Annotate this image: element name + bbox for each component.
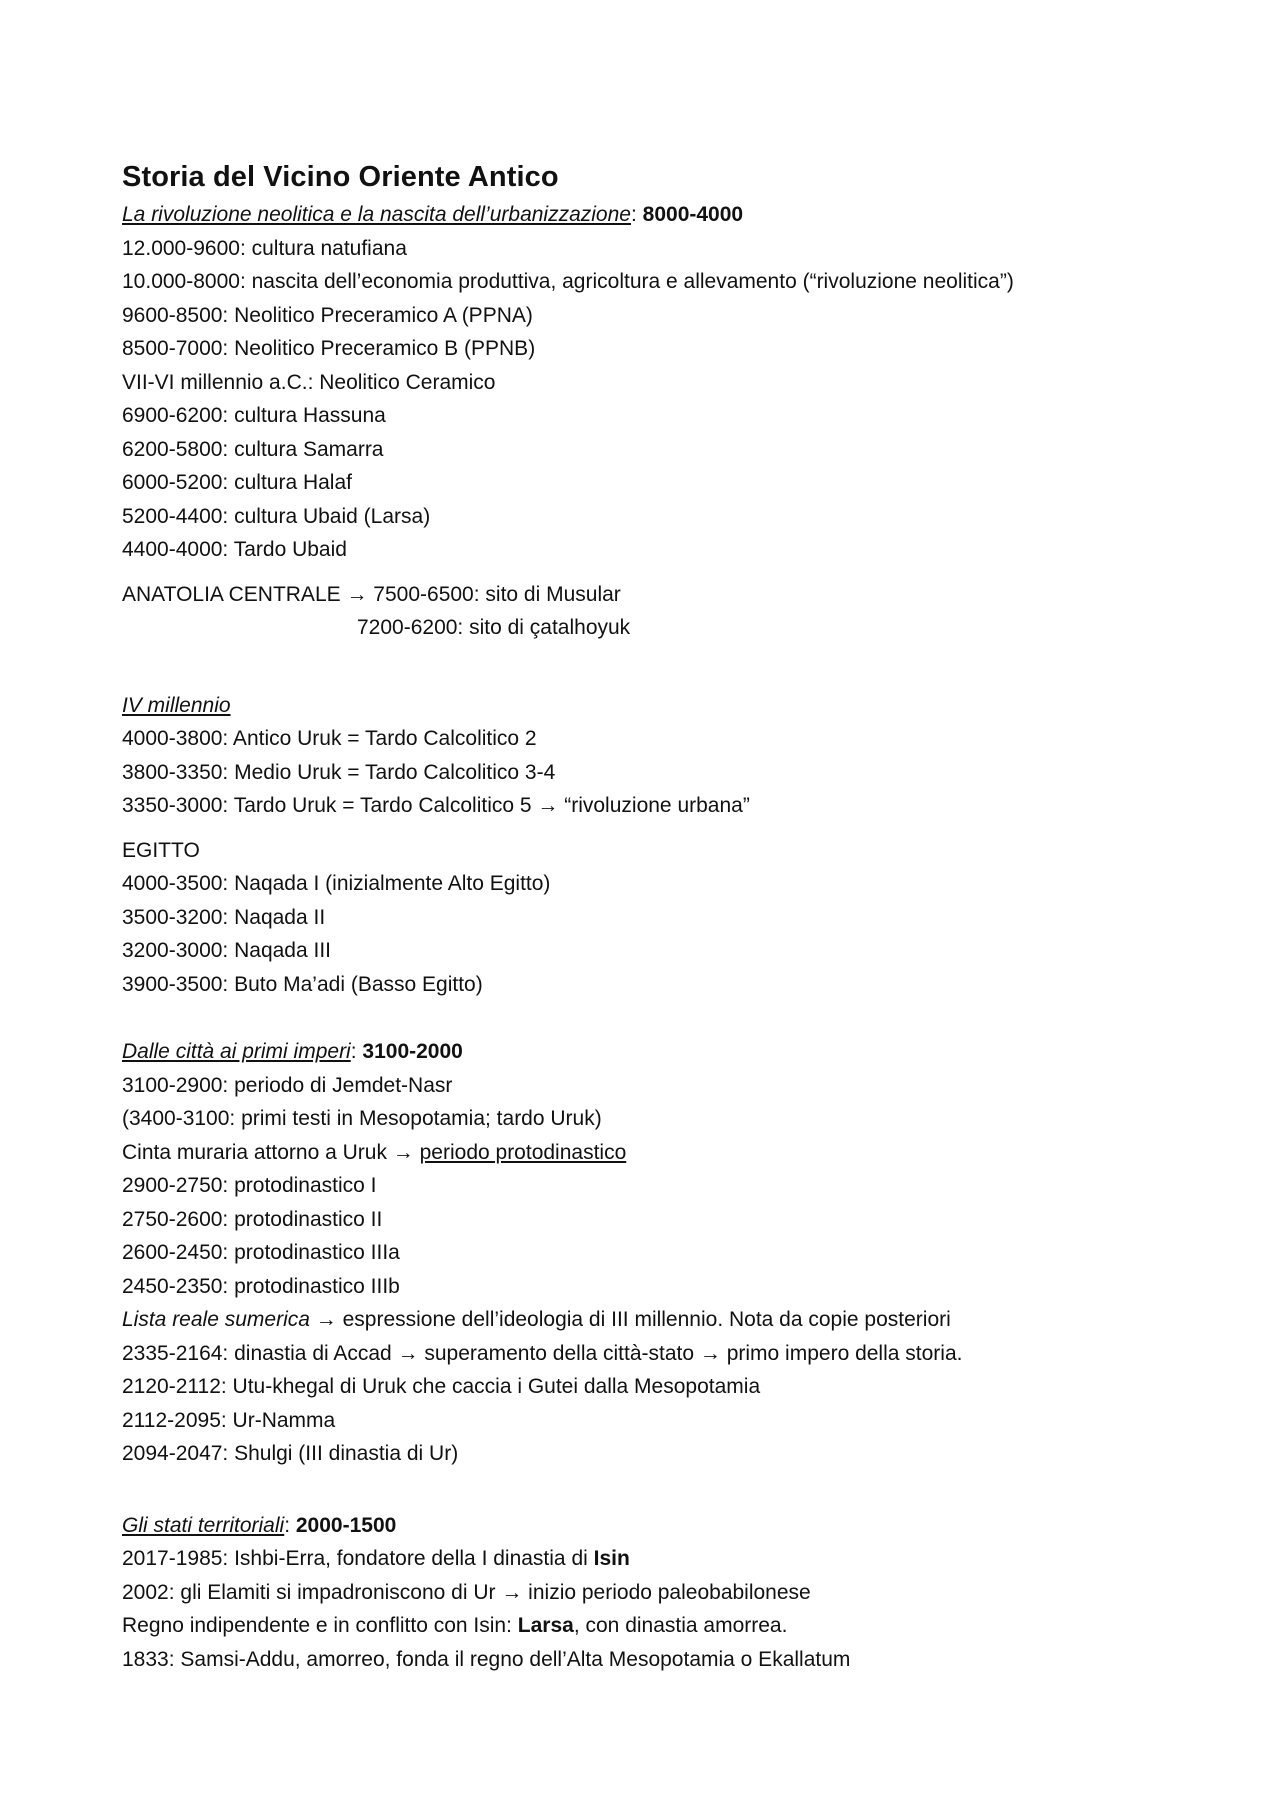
list-item-text: 2002: gli Elamiti si impadroniscono di Ur [122, 1580, 502, 1604]
list-item [122, 1337, 1162, 1371]
list-item [122, 1136, 1162, 1170]
anatolia-line [122, 578, 1162, 612]
list-item-text: “rivoluzione urbana” [558, 794, 750, 817]
list-item: 2750-2600: protodinastico II [122, 1207, 383, 1231]
list-item: 4000-3800: Antico Uruk = Tardo Calcolitico 2 [122, 727, 537, 750]
arrow-right-icon: → [392, 1140, 414, 1164]
list-item-text: Regno indipendente e in conflitto con Isin: [122, 1614, 518, 1637]
document-page [122, 150, 1162, 1676]
list-item [122, 789, 1162, 823]
list-item [122, 1609, 1162, 1643]
arrow-right-icon: → [397, 1341, 419, 1365]
section-date-range: 2000-1500 [295, 1513, 397, 1537]
list-item: 5200-4400: cultura Ubaid (Larsa) [122, 504, 431, 528]
list-item-text: inizio periodo paleobabilonese [522, 1580, 811, 1604]
anatolia-item: 7500-6500: sito di Musular [367, 582, 621, 606]
list-item [122, 1303, 1162, 1337]
list-item [122, 1542, 1162, 1576]
list-item: 2094-2047: Shulgi (III dinastia di Ur) [122, 1442, 459, 1465]
arrow-right-icon: → [537, 794, 559, 817]
section-heading-label: Gli stati territoriali [122, 1513, 285, 1537]
section-heading-label: IV millennio [122, 693, 231, 717]
list-item: 4400-4000: Tardo Ubaid [122, 538, 347, 561]
heading-separator: : [630, 203, 643, 226]
egitto-label: EGITTO [122, 838, 200, 862]
list-item: 10.000-8000: nascita dell’economia produttiva, agricoltura e allevamento (“rivoluzione neolitica”) [122, 270, 1014, 293]
section-heading-iv-millennio [122, 689, 1162, 723]
section-heading-neolitico [122, 198, 1162, 232]
list-item: 3800-3350: Medio Uruk = Tardo Calcolitico 3-4 [122, 760, 556, 784]
list-item-text: , con dinastia amorrea. [573, 1614, 788, 1637]
list-item: 6000-5200: cultura Halaf [122, 471, 352, 494]
heading-separator: : [284, 1513, 296, 1537]
list-item: 9600-8500: Neolitico Preceramico A (PPNA) [122, 303, 533, 327]
section-date-range: 8000-4000 [642, 203, 744, 226]
list-item [122, 1576, 1162, 1610]
list-item-text: 3350-3000: Tardo Uruk = Tardo Calcolitico 5 [122, 794, 538, 817]
list-item: 12.000-9600: cultura natufiana [122, 236, 407, 260]
underlined-term: periodo protodinastico [419, 1140, 627, 1164]
list-item: 6200-5800: cultura Samarra [122, 437, 384, 461]
section-heading-label: Dalle città ai primi imperi [122, 1040, 351, 1063]
list-item-text: 2335-2164: dinastia di Accad [122, 1341, 398, 1365]
list-item: 4000-3500: Naqada I (inizialmente Alto Egitto) [122, 872, 551, 895]
document-title: Storia del Vicino Oriente Antico [122, 161, 559, 193]
bold-term: Larsa [517, 1614, 574, 1637]
list-item-text: primo impero della storia. [720, 1341, 963, 1365]
list-item: (3400-3100: primi testi in Mesopotamia; tardo Uruk) [122, 1107, 602, 1130]
bold-term: Isin [593, 1547, 630, 1570]
anatolia-item: 7200-6200: sito di çatalhoyuk [357, 616, 631, 639]
arrow-right-icon: → [346, 582, 368, 606]
list-item: 2120-2112: Utu-khegal di Uruk che caccia i Gutei dalla Mesopotamia [122, 1375, 761, 1398]
arrow-right-icon: → [315, 1308, 337, 1331]
section-date-range: 3100-2000 [362, 1040, 463, 1063]
arrow-right-icon: → [501, 1580, 523, 1604]
list-item: VII-VI millennio a.C.: Neolitico Ceramico [122, 370, 496, 394]
section-heading-label: La rivoluzione neolitica e la nascita dell’urbanizzazione [122, 203, 631, 226]
anatolia-label: ANATOLIA CENTRALE [122, 582, 347, 606]
section-heading-citta-imperi [122, 1035, 1162, 1069]
heading-separator: : [350, 1040, 363, 1063]
list-item: 2112-2095: Ur-Namma [122, 1408, 336, 1432]
list-item: 6900-6200: cultura Hassuna [122, 404, 386, 427]
list-item-text: superamento della città-stato [418, 1341, 700, 1365]
list-item: 3100-2900: periodo di Jemdet-Nasr [122, 1073, 453, 1097]
list-item: 2600-2450: protodinastico IIIa [122, 1241, 400, 1264]
list-item-text: 2017-1985: Ishbi-Erra, fondatore della I dinastia di [122, 1547, 594, 1570]
section-heading-stati-territoriali [122, 1509, 1162, 1543]
italic-term: Lista reale sumerica [122, 1308, 310, 1331]
list-item-text: Cinta muraria attorno a Uruk [122, 1140, 393, 1164]
list-item: 3500-3200: Naqada II [122, 905, 326, 929]
list-item-text: espressione dell’ideologia di III millennio. Nota da copie posteriori [336, 1308, 951, 1331]
list-item: 3200-3000: Naqada III [122, 939, 331, 962]
arrow-right-icon: → [699, 1341, 721, 1365]
list-item: 8500-7000: Neolitico Preceramico B (PPNB) [122, 337, 536, 360]
list-item: 1833: Samsi-Addu, amorreo, fonda il regno dell’Alta Mesopotamia o Ekallatum [122, 1647, 851, 1671]
list-item: 2900-2750: protodinastico I [122, 1174, 377, 1197]
list-item: 2450-2350: protodinastico IIIb [122, 1274, 400, 1298]
list-item: 3900-3500: Buto Ma’adi (Basso Egitto) [122, 972, 483, 996]
